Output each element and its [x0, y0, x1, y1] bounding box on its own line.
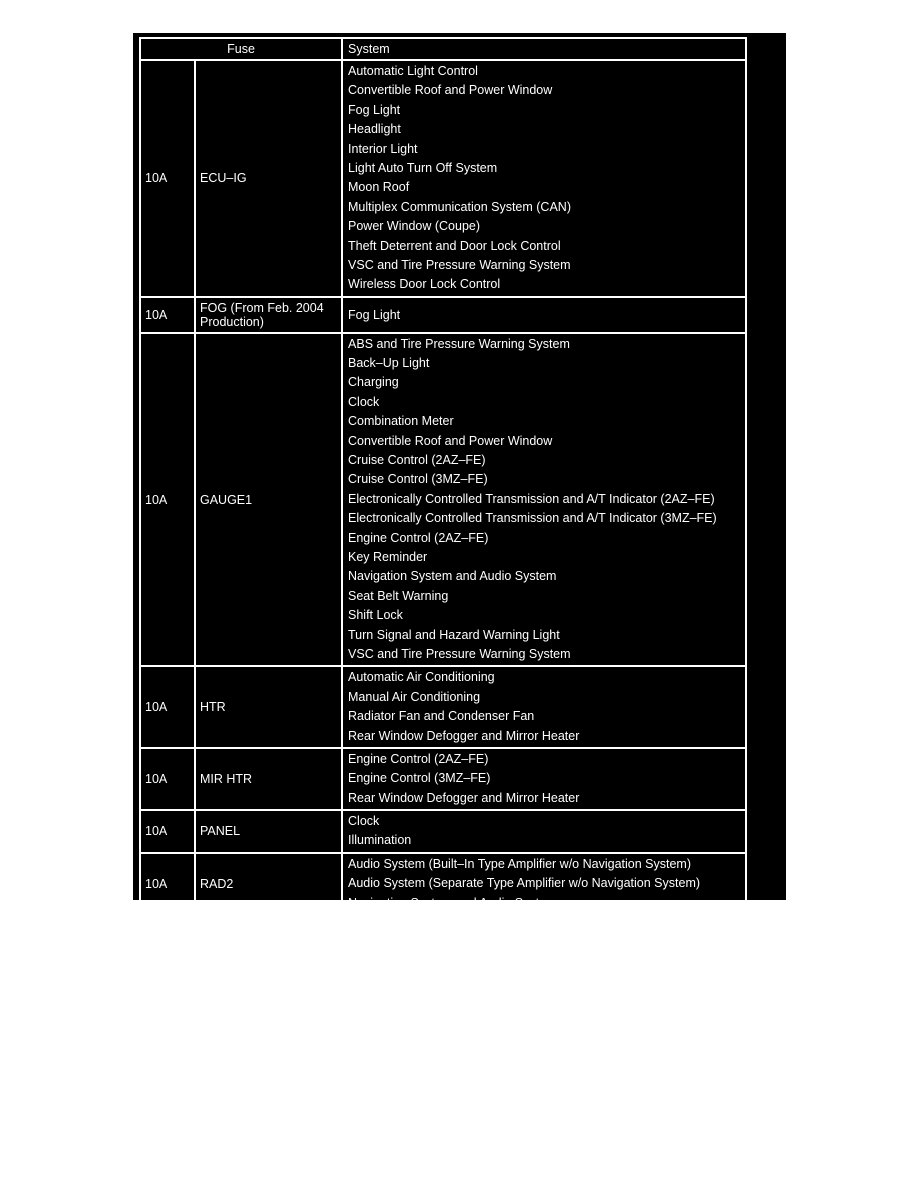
system-item: Shift Lock: [348, 608, 403, 623]
table-row: [140, 60, 746, 297]
fuse-amperage: 10A: [140, 748, 195, 810]
fuse-amperage: 10A: [140, 853, 195, 915]
system-item: Headlight: [348, 122, 401, 137]
system-item: Key Reminder: [348, 549, 428, 564]
system-item: Manual Air Conditioning: [348, 689, 481, 704]
system-item: Engine Control (2AZ–FE): [348, 751, 489, 766]
system-item: Wireless Door Lock Control: [348, 277, 501, 292]
system-item: Interior Light: [348, 141, 418, 156]
table-row: [140, 810, 746, 853]
fuse-name: ECU–IG: [195, 60, 342, 297]
fuse-amperage: 10A: [140, 333, 195, 667]
system-item: Radiator Fan and Condenser Fan: [348, 709, 535, 724]
fuse-name: MIR HTR: [195, 748, 342, 810]
fuse-amperage: 10A: [140, 297, 195, 333]
system-item: Audio System (Built–In Type Amplifier w/o Navigation System): [348, 856, 691, 871]
fuse-name: GAUGE1: [195, 333, 342, 667]
system-item: Combination Meter: [348, 414, 454, 429]
system-item: Engine Control (3MZ–FE): [348, 771, 491, 786]
fuse-table: [139, 37, 747, 916]
system-item: Charging: [348, 375, 399, 390]
system-item: Theft Deterrent and Door Lock Control: [348, 238, 561, 253]
system-item: Convertible Roof and Power Window: [348, 433, 553, 448]
system-list: [342, 853, 746, 915]
fuse-amperage: 10A: [140, 60, 195, 297]
table-row: [140, 666, 746, 748]
system-item: Electronically Controlled Transmission and A/T Indicator (2AZ–FE): [348, 491, 715, 506]
system-item: Audio System (Separate Type Amplifier w/o Navigation System): [348, 876, 701, 891]
system-item: Navigation System and Audio System: [348, 895, 557, 910]
system-list: [342, 748, 746, 810]
fuse-amperage: 10A: [140, 666, 195, 748]
system-item: Rear Window Defogger and Mirror Heater: [348, 728, 580, 743]
system-item: Engine Control (2AZ–FE): [348, 530, 489, 545]
system-list: [342, 297, 746, 333]
system-item: ABS and Tire Pressure Warning System: [348, 336, 570, 351]
system-item: Back–Up Light: [348, 356, 430, 371]
system-list: [342, 333, 746, 667]
system-item: VSC and Tire Pressure Warning System: [348, 257, 571, 272]
table-row: [140, 748, 746, 810]
system-item: Power Window (Coupe): [348, 219, 481, 234]
system-item: Fog Light: [348, 102, 401, 117]
fuse-name: HTR: [195, 666, 342, 748]
fuse-name: PANEL: [195, 810, 342, 853]
table-header-row: [140, 38, 746, 60]
system-item: Automatic Air Conditioning: [348, 670, 495, 685]
header-system: System: [342, 38, 746, 60]
system-item: Rear Window Defogger and Mirror Heater: [348, 790, 580, 805]
fuse-table-body: [140, 60, 746, 915]
system-item: Convertible Roof and Power Window: [348, 83, 553, 98]
system-item: Seat Belt Warning: [348, 588, 449, 603]
fuse-name: RAD2: [195, 853, 342, 915]
system-item: Clock: [348, 814, 380, 829]
system-item: Navigation System and Audio System: [348, 569, 557, 584]
fuse-amperage: 10A: [140, 810, 195, 853]
system-item: Fog Light: [348, 307, 401, 322]
system-item: Moon Roof: [348, 180, 410, 195]
system-item: Illumination: [348, 833, 412, 848]
system-item: Cruise Control (2AZ–FE): [348, 453, 486, 468]
fuse-name: FOG (From Feb. 2004 Production): [195, 297, 342, 333]
system-list: [342, 810, 746, 853]
system-item: Clock: [348, 394, 380, 409]
table-row: [140, 853, 746, 915]
system-item: Automatic Light Control: [348, 64, 478, 78]
table-row: [140, 297, 746, 333]
system-item: Electronically Controlled Transmission and A/T Indicator (3MZ–FE): [348, 511, 717, 526]
system-item: Light Auto Turn Off System: [348, 160, 498, 175]
system-item: VSC and Tire Pressure Warning System: [348, 646, 571, 661]
system-item: Cruise Control (3MZ–FE): [348, 472, 488, 487]
system-list: [342, 60, 746, 297]
header-fuse: Fuse: [140, 38, 342, 60]
table-row: [140, 333, 746, 667]
system-item: Turn Signal and Hazard Warning Light: [348, 627, 560, 642]
system-item: Multiplex Communication System (CAN): [348, 199, 571, 214]
fuse-table-panel: [133, 33, 786, 910]
system-list: [342, 666, 746, 748]
